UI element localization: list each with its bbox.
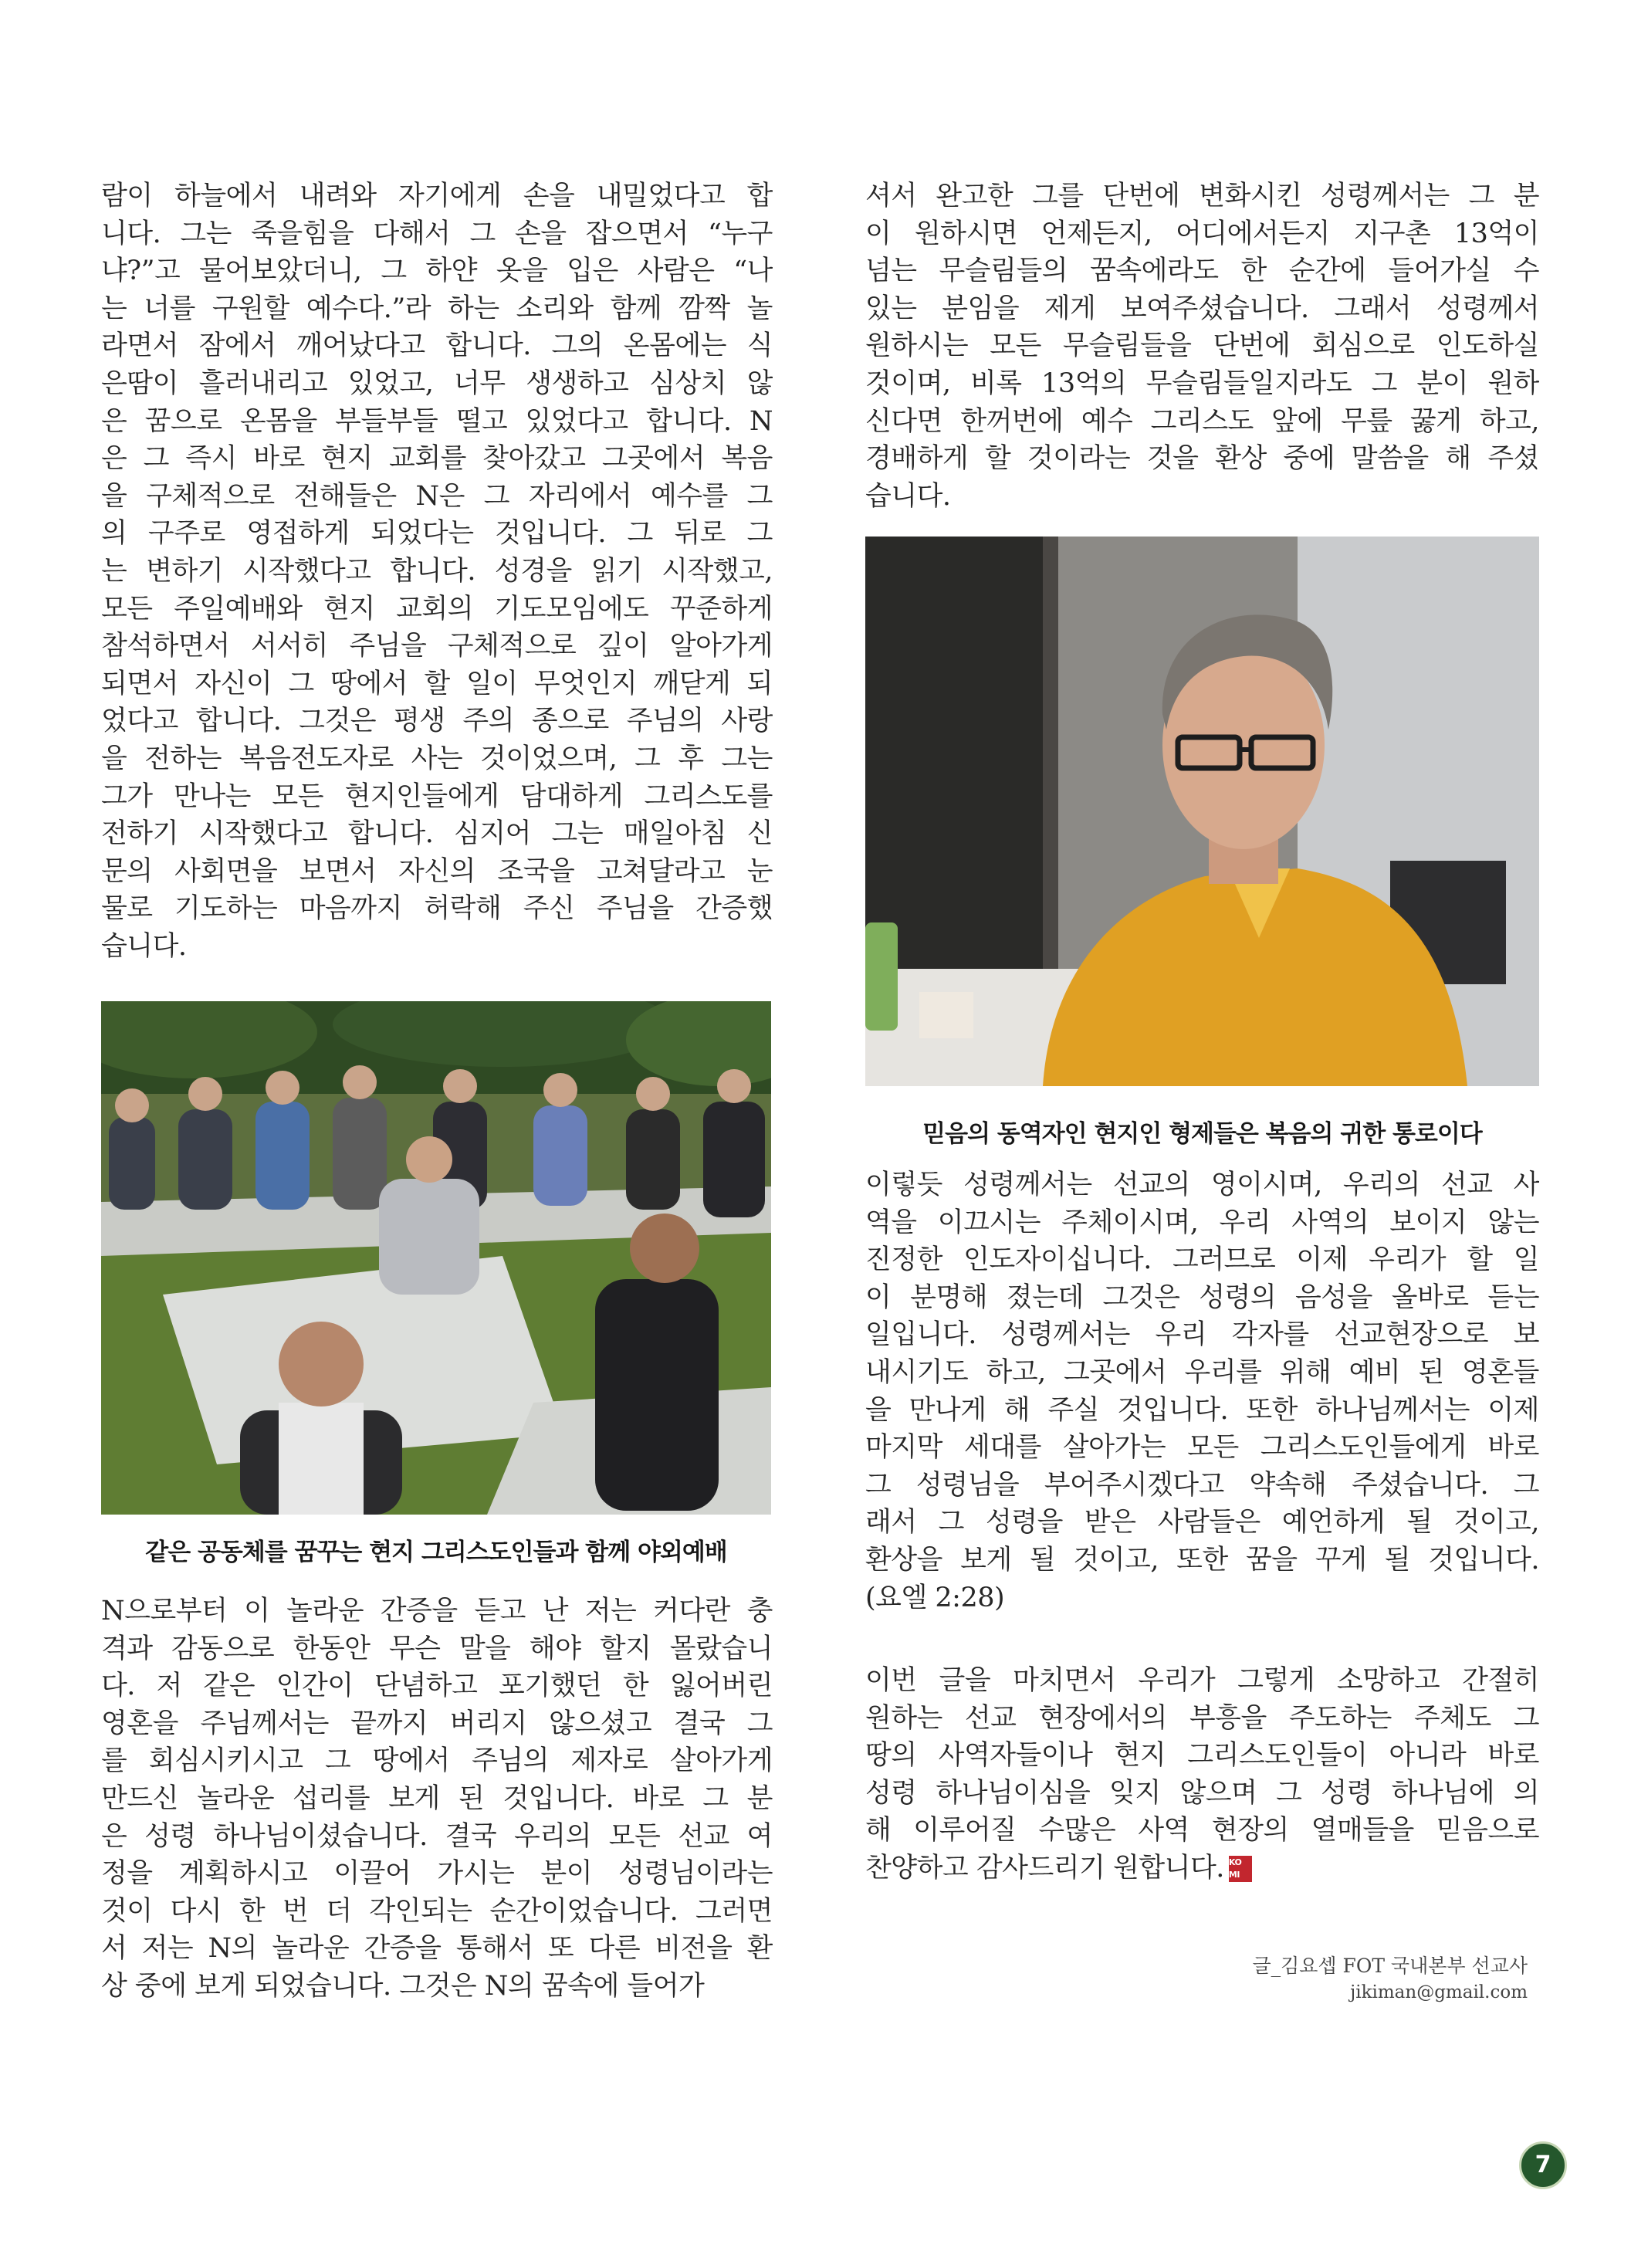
page-number-badge: 7 — [1519, 2141, 1567, 2189]
right-column-mid-line: 역을 이끄시는 주체이시며, 우리 사역의 보이지 않는 — [865, 1207, 1539, 1238]
right-column-mid-line: 이 분명해 졌는데 그것은 성령의 음성을 올바로 듣는 — [865, 1281, 1539, 1313]
right-column-end-line: 성령 하나님이심을 잊지 않으며 그 성령 하나님에 의 — [865, 1777, 1539, 1809]
portrait-caption: 믿음의 동역자인 현지인 형제들은 복음의 귀한 통로이다 — [922, 1120, 1482, 1148]
left-column-top-line: 모든 주일예배와 현지 교회의 기도모임에도 꾸준하게 — [101, 593, 773, 625]
left-column-bottom-line: 만드신 놀라운 섭리를 보게 된 것입니다. 바로 그 분 — [101, 1782, 773, 1814]
left-column-top-line: 참석하면서 서서히 주님을 구체적으로 깊이 알아가게 — [101, 631, 773, 662]
left-column-top-line: 람이 하늘에서 내려와 자기에게 손을 내밀었다고 합 — [101, 181, 773, 212]
left-column-bottom-line: 격과 감동으로 한동안 무슨 말을 해야 할지 몰랐습니 — [101, 1633, 773, 1664]
outdoor-worship-photo — [101, 1001, 771, 1515]
right-column-top-text — [865, 178, 1539, 515]
komi-logo-line1: KO — [1228, 1857, 1242, 1868]
left-column-bottom-line: 영혼을 주님께서는 끝까지 버리지 않으셨고 결국 그 — [101, 1708, 773, 1739]
right-column-end-line: 원하는 선교 현장에서의 부흥을 주도하는 주체도 그 — [865, 1702, 1539, 1734]
left-column-top-line: 되면서 자신이 그 땅에서 할 일이 무엇인지 깨닫게 되 — [101, 668, 773, 699]
right-column-mid-line: (요엘 2:28) — [865, 1582, 1005, 1613]
local-brother-portrait-photo — [865, 537, 1539, 1086]
left-column-top-line: 라면서 잠에서 깨어났다고 합니다. 그의 온몸에는 식 — [101, 330, 773, 362]
left-column-top-line: 는 변하기 시작했다고 합니다. 성경을 읽기 시작했고, — [101, 555, 773, 587]
author-email: jikiman@gmail.com — [1350, 1982, 1528, 2002]
komi-logo-icon — [1229, 1856, 1252, 1882]
left-column-top-line: 문의 사회면을 보면서 자신의 조국을 고쳐달라고 눈 — [101, 855, 773, 887]
right-column-top-line: 경배하게 할 것이라는 것을 환상 중에 말씀을 해 주셨 — [865, 443, 1539, 475]
left-column-bottom-line: 정을 계획하시고 이끌어 가시는 분이 성령님이라는 — [101, 1858, 773, 1890]
right-column-end-line: 해 이루어질 수많은 사역 현장의 열매들을 믿음으로 — [865, 1815, 1539, 1847]
right-column-mid-line: 환상을 보게 될 것이고, 또한 꿈을 꾸게 될 것입니다. — [865, 1544, 1539, 1576]
right-column-top-line: 습니다. — [865, 480, 951, 512]
left-column-top-line: 냐?”고 물어보았더니, 그 하얀 옷을 입은 사람은 “나 — [101, 256, 773, 287]
right-column-top-line: 원하시는 모든 무슬림들을 단번에 회심으로 인도하실 — [865, 330, 1539, 362]
right-column-end-line — [865, 1850, 1539, 1887]
left-column-bottom-line: 서 저는 N의 놀라운 간증을 통해서 또 다른 비전을 환 — [101, 1933, 773, 1965]
left-column-top-line: 물로 기도하는 마음까지 허락해 주신 주님을 간증했 — [101, 893, 773, 925]
left-column-top-line: 의 구주로 영접하게 되었다는 것입니다. 그 뒤로 그 — [101, 518, 773, 550]
left-column-bottom-line: 것이 다시 한 번 더 각인되는 순간이었습니다. 그러면 — [101, 1895, 773, 1927]
outdoor-worship-caption: 같은 공동체를 꿈꾸는 현지 그리스도인들과 함께 야외예배 — [145, 1539, 727, 1566]
left-column-top-line: 었다고 합니다. 그것은 평생 주의 종으로 주님의 사랑 — [101, 706, 773, 737]
left-column-bottom-line: 상 중에 보게 되었습니다. 그것은 N의 꿈속에 들어가 — [101, 1970, 705, 2002]
right-column-top-line: 이 원하시면 언제든지, 어디에서든지 지구촌 13억이 — [865, 218, 1539, 249]
right-column-end-line: 이번 글을 마치면서 우리가 그렇게 소망하고 간절히 — [865, 1665, 1539, 1696]
right-column-mid-line: 일입니다. 성령께서는 우리 각자를 선교현장으로 보 — [865, 1319, 1539, 1351]
left-column-bottom-line: 은 성령 하나님이셨습니다. 결국 우리의 모든 선교 여 — [101, 1820, 773, 1852]
right-column-mid-line: 진정한 인도자이십니다. 그러므로 이제 우리가 할 일 — [865, 1244, 1539, 1276]
right-column-mid-line: 마지막 세대를 살아가는 모든 그리스도인들에게 바로 — [865, 1432, 1539, 1464]
left-column-top-text — [101, 178, 773, 965]
right-column-end-text — [865, 1662, 1539, 1887]
author-byline: 글_김요셉 FOT 국내본부 선교사 — [1252, 1955, 1528, 1977]
left-column-top-line: 전하기 시작했다고 합니다. 심지어 그는 매일아침 신 — [101, 818, 773, 850]
right-column-mid-line: 을 만나게 해 주실 것입니다. 또한 하나님께서는 이제 — [865, 1394, 1539, 1426]
closing-sentence: 찬양하고 감사드리기 원합니다. — [865, 1852, 1224, 1884]
left-column-top-line: 은땀이 흘러내리고 있었고, 너무 생생하고 심상치 않 — [101, 367, 773, 399]
left-column-top-line: 을 구체적으로 전해들은 N은 그 자리에서 예수를 그 — [101, 480, 773, 512]
right-column-mid-line: 이렇듯 성령께서는 선교의 영이시며, 우리의 선교 사 — [865, 1170, 1539, 1200]
left-column-top-line: 은 꿈으로 온몸을 부들부들 떨고 있었다고 합니다. N — [101, 405, 773, 437]
left-column-top-line: 그가 만나는 모든 현지인들에게 담대하게 그리스도를 — [101, 780, 773, 812]
right-column-mid-text — [865, 1166, 1539, 1616]
left-column-top-line: 니다. 그는 죽을힘을 다해서 그 손을 잡으면서 “누구 — [101, 218, 773, 249]
left-column-bottom-text — [101, 1593, 773, 2006]
right-column-top-line: 것이며, 비록 13억의 무슬림들일지라도 그 분이 원하 — [865, 367, 1539, 399]
left-column-top-line: 습니다. — [101, 930, 187, 962]
left-column-bottom-line: 다. 저 같은 인간이 단념하고 포기했던 한 잃어버린 — [101, 1671, 773, 1702]
left-column-top-line: 을 전하는 복음전도자로 사는 것이었으며, 그 후 그는 — [101, 743, 773, 774]
left-column-top-line: 은 그 즉시 바로 현지 교회를 찾아갔고 그곳에서 복음 — [101, 443, 773, 475]
left-column-bottom-line: N으로부터 이 놀라운 간증을 듣고 난 저는 커다란 충 — [101, 1596, 773, 1627]
left-column-bottom-line: 를 회심시키시고 그 땅에서 주님의 제자로 살아가게 — [101, 1745, 773, 1777]
right-column-top-line: 넘는 무슬림들의 꿈속에라도 한 순간에 들어가실 수 — [865, 256, 1539, 287]
right-column-top-line: 있는 분임을 제게 보여주셨습니다. 그래서 성령께서 — [865, 293, 1539, 324]
komi-logo-line2: MI — [1228, 1870, 1240, 1880]
left-column-top-line: 는 너를 구원할 예수다.”라 하는 소리와 함께 깜짝 놀 — [101, 293, 773, 324]
right-column-end-line: 땅의 사역자들이나 현지 그리스도인들이 아니라 바로 — [865, 1740, 1539, 1772]
right-column-mid-line: 래서 그 성령을 받은 사람들은 예언하게 될 것이고, — [865, 1507, 1539, 1539]
right-column-mid-line: 그 성령님을 부어주시겠다고 약속해 주셨습니다. 그 — [865, 1469, 1539, 1501]
right-column-top-line: 신다면 한꺼번에 예수 그리스도 앞에 무릎 꿇게 하고, — [865, 405, 1539, 437]
right-column-mid-line: 내시기도 하고, 그곳에서 우리를 위해 예비 된 영혼들 — [865, 1356, 1539, 1388]
right-column-top-line: 셔서 완고한 그를 단번에 변화시킨 성령께서는 그 분 — [865, 181, 1539, 212]
